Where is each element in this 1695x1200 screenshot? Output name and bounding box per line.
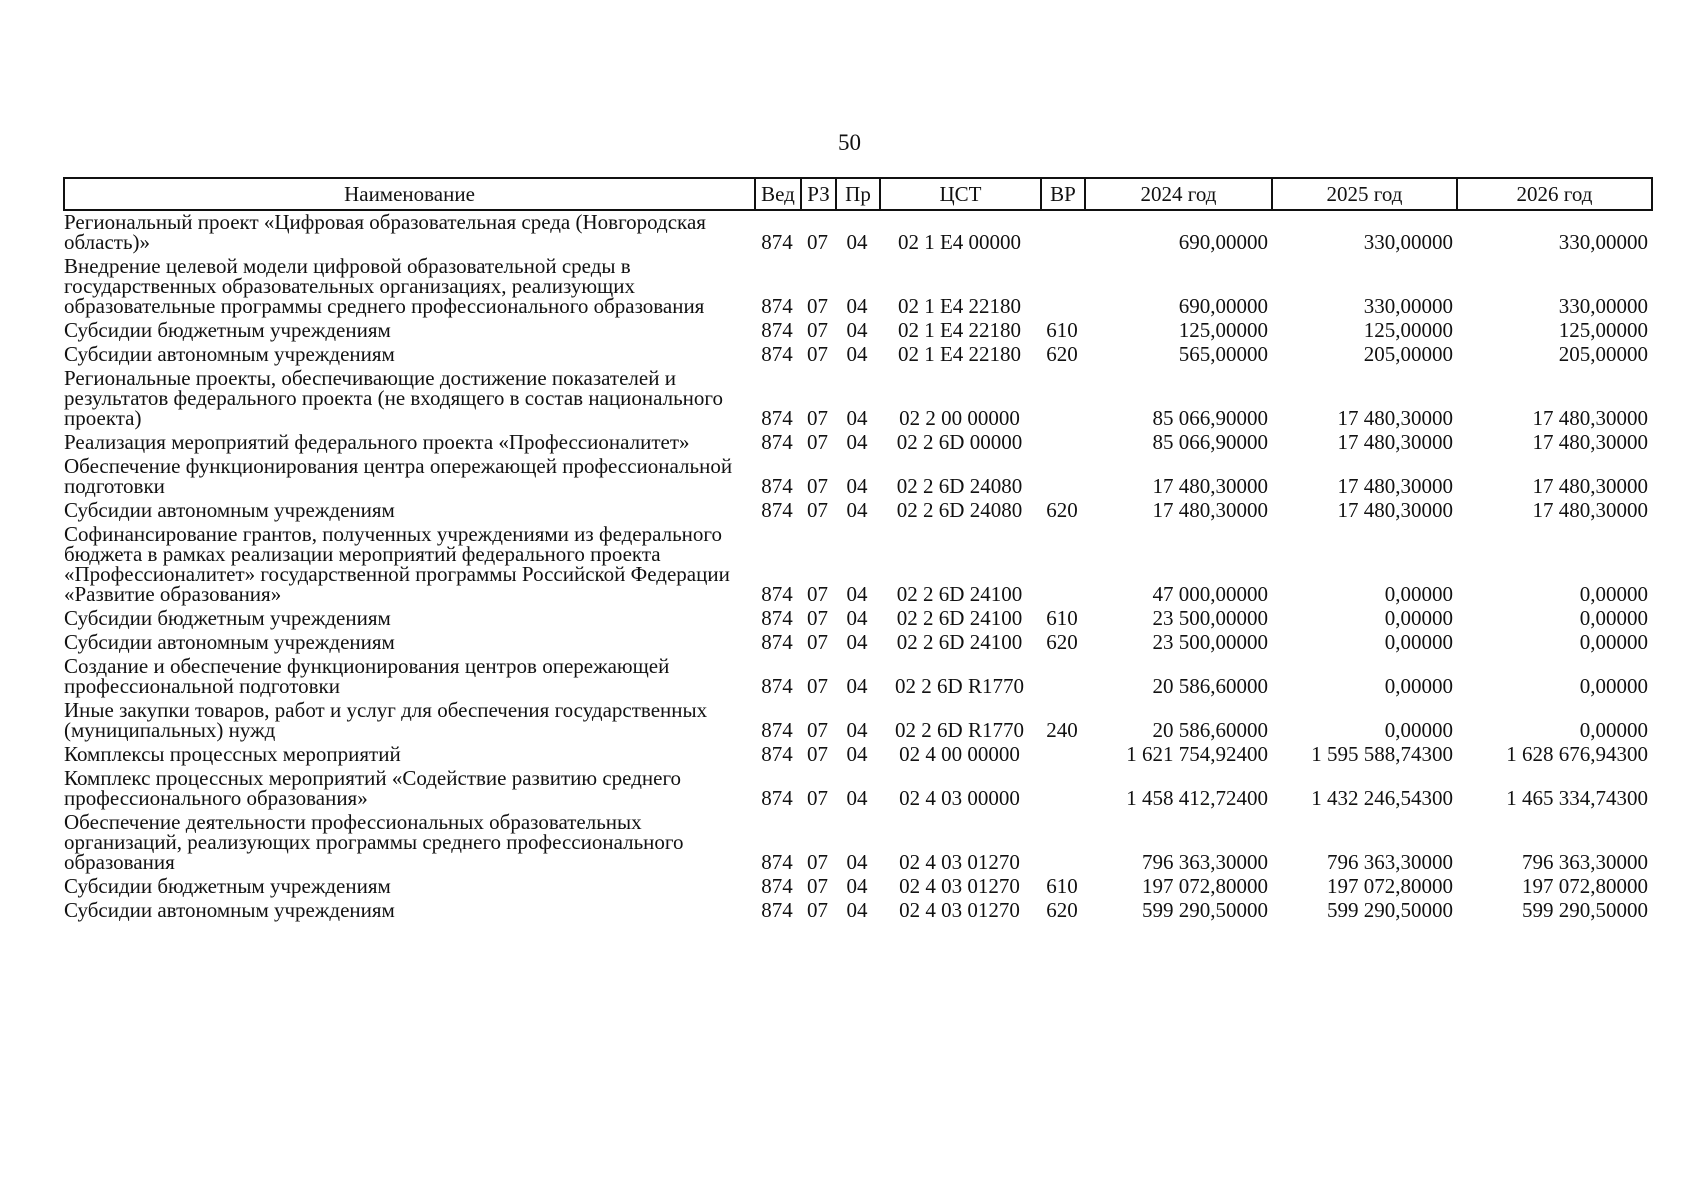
- cell-cst: 02 1 Е4 22180: [897, 294, 1022, 318]
- cell-y2026: 17 480,30000: [1532, 498, 1648, 522]
- table-row: [64, 743, 1652, 767]
- cell-rz: 07: [807, 582, 828, 606]
- cell-y2026: 0,00000: [1579, 582, 1648, 606]
- cell-rz: 07: [807, 318, 828, 342]
- cell-y2024: 565,00000: [1178, 342, 1268, 366]
- cell-pr: 04: [846, 718, 868, 742]
- cell-pr: 04: [846, 850, 868, 874]
- header-cst: ЦСТ: [880, 178, 1041, 210]
- cell-y2026: 17 480,30000: [1532, 474, 1648, 498]
- cell-pr: 04: [846, 674, 868, 698]
- cell-pr: 04: [846, 474, 868, 498]
- page-number: 50: [838, 130, 861, 155]
- header-2025: 2025 год: [1272, 178, 1457, 210]
- cell-ved: 874: [761, 742, 793, 766]
- cell-y2025: 205,00000: [1363, 342, 1453, 366]
- cell-name: Региональные проекты, обеспечивающие достижение показателей и результатов федерального проекта (не входящего в состав национального проекта): [64, 366, 723, 430]
- cell-y2026: 330,00000: [1558, 230, 1648, 254]
- cell-y2025: 0,00000: [1384, 718, 1453, 742]
- cell-y2026: 0,00000: [1579, 718, 1648, 742]
- cell-cst: 02 2 6D 00000: [896, 430, 1023, 454]
- header-name: Наименование: [64, 178, 755, 210]
- cell-pr: 04: [846, 606, 868, 630]
- cell-cst: 02 2 6D 24100: [896, 606, 1023, 630]
- cell-ved: 874: [761, 850, 793, 874]
- header-2024: 2024 год: [1085, 178, 1272, 210]
- cell-name: Субсидии бюджетным учреждениям: [64, 874, 391, 898]
- table-body: [64, 210, 1652, 923]
- cell-vr: [1041, 455, 1085, 499]
- cell-ved: 874: [761, 294, 793, 318]
- cell-name: Создание и обеспечение функционирования центров опережающей профессиональной подготовки: [64, 654, 670, 698]
- cell-ved: 874: [761, 498, 793, 522]
- cell-name: Обеспечение функционирования центра опережающей профессиональной подготовки: [64, 454, 733, 498]
- cell-rz: 07: [807, 874, 828, 898]
- cell-ved: 874: [761, 474, 793, 498]
- cell-name: Субсидии автономным учреждениям: [64, 630, 395, 654]
- cell-y2025: 17 480,30000: [1337, 498, 1453, 522]
- cell-vr: 240: [1046, 718, 1078, 742]
- cell-y2026: 205,00000: [1558, 342, 1648, 366]
- cell-y2025: 1 595 588,74300: [1311, 742, 1453, 766]
- cell-rz: 07: [807, 342, 828, 366]
- table-header: [64, 178, 1652, 210]
- cell-y2024: 796 363,30000: [1142, 850, 1268, 874]
- cell-vr: 620: [1046, 630, 1078, 654]
- cell-name: Внедрение целевой модели цифровой образовательной среды в государственных образовательных организациях, реализующих образовательные программы среднего профессионального образования: [64, 254, 705, 318]
- cell-y2024: 85 066,90000: [1152, 430, 1268, 454]
- cell-pr: 04: [846, 786, 868, 810]
- cell-y2024: 17 480,30000: [1152, 498, 1268, 522]
- cell-vr: [1041, 367, 1085, 431]
- cell-name: Субсидии автономным учреждениям: [64, 342, 395, 366]
- cell-cst: 02 4 03 00000: [899, 786, 1020, 810]
- cell-cst: 02 4 03 01270: [899, 874, 1020, 898]
- cell-y2024: 17 480,30000: [1152, 474, 1268, 498]
- cell-y2025: 1 432 246,54300: [1311, 786, 1453, 810]
- cell-y2025: 125,00000: [1363, 318, 1453, 342]
- cell-cst: 02 4 03 01270: [899, 898, 1020, 922]
- cell-y2024: 690,00000: [1178, 294, 1268, 318]
- cell-y2025: 17 480,30000: [1337, 406, 1453, 430]
- cell-rz: 07: [807, 294, 828, 318]
- cell-vr: [1041, 255, 1085, 319]
- cell-ved: 874: [761, 342, 793, 366]
- cell-vr: [1041, 767, 1085, 811]
- cell-ved: 874: [761, 874, 793, 898]
- cell-y2024: 23 500,00000: [1152, 606, 1268, 630]
- cell-y2025: 0,00000: [1384, 606, 1453, 630]
- cell-ved: 874: [761, 406, 793, 430]
- cell-pr: 04: [846, 342, 868, 366]
- table-row: [64, 499, 1652, 523]
- cell-cst: 02 1 Е4 00000: [897, 230, 1022, 254]
- cell-rz: 07: [807, 430, 828, 454]
- table-row: [64, 899, 1652, 923]
- table-row: [64, 607, 1652, 631]
- cell-vr: 620: [1046, 342, 1078, 366]
- cell-cst: 02 4 03 01270: [899, 850, 1020, 874]
- cell-vr: 620: [1046, 898, 1078, 922]
- table-row: [64, 811, 1652, 875]
- cell-y2024: 23 500,00000: [1152, 630, 1268, 654]
- cell-y2024: 125,00000: [1178, 318, 1268, 342]
- cell-pr: 04: [846, 230, 868, 254]
- cell-y2025: 330,00000: [1363, 294, 1453, 318]
- cell-rz: 07: [807, 474, 828, 498]
- cell-pr: 04: [846, 874, 868, 898]
- cell-vr: [1041, 811, 1085, 875]
- cell-y2026: 17 480,30000: [1532, 406, 1648, 430]
- cell-y2025: 17 480,30000: [1337, 430, 1453, 454]
- cell-cst: 02 2 6D R1770: [895, 674, 1024, 698]
- cell-rz: 07: [807, 742, 828, 766]
- cell-cst: 02 1 Е4 22180: [897, 318, 1022, 342]
- cell-pr: 04: [846, 582, 868, 606]
- cell-y2026: 796 363,30000: [1522, 850, 1648, 874]
- header-rz: РЗ: [801, 178, 836, 210]
- cell-rz: 07: [807, 630, 828, 654]
- cell-y2024: 690,00000: [1178, 230, 1268, 254]
- cell-ved: 874: [761, 606, 793, 630]
- cell-y2025: 0,00000: [1384, 674, 1453, 698]
- cell-y2024: 47 000,00000: [1152, 582, 1268, 606]
- cell-pr: 04: [846, 430, 868, 454]
- table-row: [64, 455, 1652, 499]
- cell-pr: 04: [846, 406, 868, 430]
- table-row: [64, 343, 1652, 367]
- cell-y2025: 0,00000: [1384, 582, 1453, 606]
- cell-rz: 07: [807, 718, 828, 742]
- cell-name: Региональный проект «Цифровая образовательная среда (Новгородская область)»: [64, 210, 706, 254]
- cell-cst: 02 4 00 00000: [899, 742, 1020, 766]
- table-row: [64, 699, 1652, 743]
- cell-pr: 04: [846, 318, 868, 342]
- cell-y2024: 1 458 412,72400: [1126, 786, 1268, 810]
- cell-y2024: 197 072,80000: [1142, 874, 1268, 898]
- cell-y2025: 197 072,80000: [1327, 874, 1453, 898]
- cell-name: Субсидии автономным учреждениям: [64, 498, 395, 522]
- cell-pr: 04: [846, 498, 868, 522]
- cell-name: Иные закупки товаров, работ и услуг для обеспечения государственных (муниципальных) нужд: [64, 698, 708, 742]
- cell-y2026: 17 480,30000: [1532, 430, 1648, 454]
- cell-pr: 04: [846, 898, 868, 922]
- cell-rz: 07: [807, 898, 828, 922]
- cell-name: Субсидии автономным учреждениям: [64, 898, 395, 922]
- cell-cst: 02 1 Е4 22180: [897, 342, 1022, 366]
- cell-vr: [1041, 655, 1085, 699]
- cell-pr: 04: [846, 742, 868, 766]
- cell-pr: 04: [846, 630, 868, 654]
- table-row: [64, 255, 1652, 319]
- cell-y2024: 20 586,60000: [1152, 674, 1268, 698]
- cell-name: Софинансирование грантов, полученных учреждениями из федерального бюджета в рамках реализации мероприятий федерального проекта «Профессионалитет» государственной программы Российской Федерации «Развитие образования»: [64, 522, 730, 606]
- cell-y2026: 599 290,50000: [1522, 898, 1648, 922]
- header-ved: Вед: [755, 178, 801, 210]
- cell-vr: [1041, 210, 1085, 255]
- cell-rz: 07: [807, 230, 828, 254]
- cell-y2024: 1 621 754,92400: [1126, 742, 1268, 766]
- cell-cst: 02 2 6D 24100: [896, 582, 1023, 606]
- cell-ved: 874: [761, 230, 793, 254]
- table-row: [64, 210, 1652, 255]
- cell-cst: 02 2 6D R1770: [895, 718, 1024, 742]
- header-2026: 2026 год: [1457, 178, 1652, 210]
- cell-name: Реализация мероприятий федерального проекта «Профессионалитет»: [64, 430, 690, 454]
- table-row: [64, 631, 1652, 655]
- cell-y2026: 0,00000: [1579, 630, 1648, 654]
- header-row: [64, 178, 1652, 210]
- table-row: [64, 875, 1652, 899]
- cell-cst: 02 2 6D 24080: [896, 474, 1023, 498]
- header-pr: Пр: [836, 178, 880, 210]
- cell-ved: 874: [761, 582, 793, 606]
- cell-rz: 07: [807, 786, 828, 810]
- cell-vr: 610: [1046, 318, 1078, 342]
- cell-cst: 02 2 00 00000: [899, 406, 1020, 430]
- cell-vr: [1041, 523, 1085, 607]
- cell-y2024: 85 066,90000: [1152, 406, 1268, 430]
- table-row: [64, 655, 1652, 699]
- cell-ved: 874: [761, 630, 793, 654]
- cell-rz: 07: [807, 606, 828, 630]
- table-row: [64, 431, 1652, 455]
- cell-y2025: 0,00000: [1384, 630, 1453, 654]
- cell-rz: 07: [807, 406, 828, 430]
- cell-y2026: 125,00000: [1558, 318, 1648, 342]
- cell-vr: 610: [1046, 874, 1078, 898]
- table-row: [64, 319, 1652, 343]
- cell-y2026: 1 465 334,74300: [1506, 786, 1648, 810]
- cell-rz: 07: [807, 674, 828, 698]
- cell-ved: 874: [761, 674, 793, 698]
- cell-ved: 874: [761, 786, 793, 810]
- cell-y2025: 330,00000: [1363, 230, 1453, 254]
- table-row: [64, 367, 1652, 431]
- cell-ved: 874: [761, 718, 793, 742]
- cell-vr: 620: [1046, 498, 1078, 522]
- cell-pr: 04: [846, 294, 868, 318]
- cell-y2026: 330,00000: [1558, 294, 1648, 318]
- cell-ved: 874: [761, 430, 793, 454]
- cell-name: Комплекс процессных мероприятий «Содействие развитию среднего профессионального образования»: [64, 766, 682, 810]
- budget-table: [63, 177, 1653, 923]
- cell-y2024: 20 586,60000: [1152, 718, 1268, 742]
- cell-rz: 07: [807, 850, 828, 874]
- cell-vr: [1041, 431, 1085, 455]
- cell-cst: 02 2 6D 24080: [896, 498, 1023, 522]
- cell-y2026: 0,00000: [1579, 606, 1648, 630]
- cell-vr: 610: [1046, 606, 1078, 630]
- cell-vr: [1041, 743, 1085, 767]
- table-row: [64, 523, 1652, 607]
- cell-name: Комплексы процессных мероприятий: [64, 742, 401, 766]
- cell-ved: 874: [761, 898, 793, 922]
- cell-y2024: 599 290,50000: [1142, 898, 1268, 922]
- cell-y2026: 197 072,80000: [1522, 874, 1648, 898]
- table-row: [64, 767, 1652, 811]
- cell-name: Субсидии бюджетным учреждениям: [64, 606, 391, 630]
- cell-cst: 02 2 6D 24100: [896, 630, 1023, 654]
- cell-name: Обеспечение деятельности профессиональных образовательных организаций, реализующих программы среднего профессионального образования: [64, 810, 684, 874]
- cell-y2026: 1 628 676,94300: [1506, 742, 1648, 766]
- cell-ved: 874: [761, 318, 793, 342]
- header-vr: ВР: [1041, 178, 1085, 210]
- cell-y2025: 17 480,30000: [1337, 474, 1453, 498]
- cell-y2025: 796 363,30000: [1327, 850, 1453, 874]
- cell-rz: 07: [807, 498, 828, 522]
- cell-y2026: 0,00000: [1579, 674, 1648, 698]
- cell-y2025: 599 290,50000: [1327, 898, 1453, 922]
- cell-name: Субсидии бюджетным учреждениям: [64, 318, 391, 342]
